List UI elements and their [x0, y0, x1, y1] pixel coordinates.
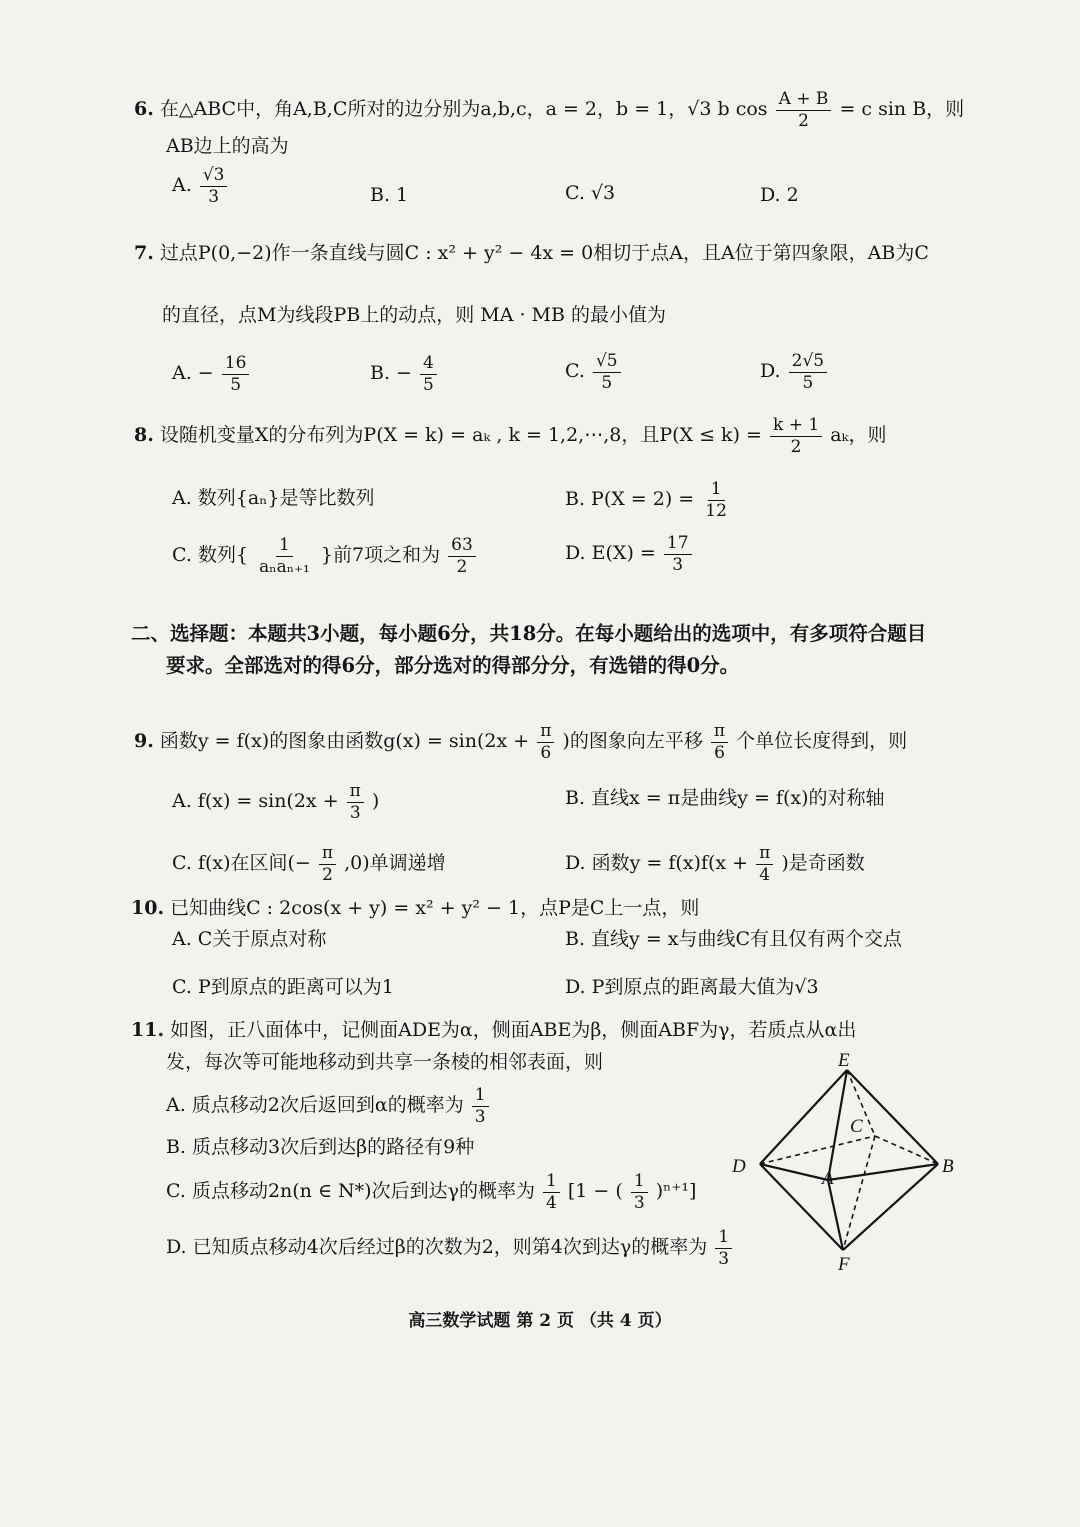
fraction-denominator: 2	[456, 556, 468, 577]
question-text: 过点P(0,−2)作一条直线与圆C : x² + y² − 4x = 0相切于点A，且A位于第四象限，AB为C	[159, 242, 929, 264]
option-text: ,0)单调递增	[344, 852, 446, 875]
question-text: 个单位长度得到，则	[736, 730, 908, 753]
option-a	[172, 782, 379, 822]
fraction	[200, 166, 228, 206]
fraction-numerator: k + 1	[770, 416, 822, 437]
option-d	[565, 534, 694, 574]
option-d	[565, 844, 865, 884]
vertex-label-d: D	[732, 1156, 746, 1177]
option-b: B. 质点移动3次后到达β的路径有9种	[166, 1136, 475, 1158]
option-label: D. 已知质点移动4次后经过β的次数为2，则第4次到达γ的概率为	[166, 1236, 708, 1259]
fraction-denominator: 6	[540, 742, 552, 763]
fraction-denominator: 2	[798, 110, 809, 131]
fraction	[472, 1086, 489, 1126]
fraction-numerator: 1	[631, 1172, 648, 1193]
fraction-denominator: 2	[322, 864, 333, 885]
option-a	[166, 1086, 491, 1126]
question-number: 8.	[134, 424, 154, 447]
fraction	[319, 844, 336, 884]
fraction-denominator: 3	[672, 554, 684, 575]
option-a: A. C关于原点对称	[172, 928, 327, 950]
option-label: D. E(X) =	[565, 542, 656, 565]
option-a: A. 数列{aₙ}是等比数列	[172, 487, 375, 509]
fraction-denominator: 6	[714, 742, 725, 763]
fraction-denominator: 3	[718, 1248, 730, 1269]
fraction-numerator: 16	[222, 354, 250, 375]
question-6-line-2: AB边上的高为	[166, 135, 289, 157]
fraction	[347, 782, 364, 822]
edge-cb	[875, 1136, 938, 1164]
vertex-label-e: E	[838, 1050, 850, 1071]
question-text: 如图，正八面体中，记侧面ADE为α，侧面ABE为β，侧面ABF为γ，若质点从α出	[170, 1019, 857, 1041]
option-c: C. √3	[565, 182, 616, 204]
question-number: 10.	[131, 897, 165, 919]
fraction	[593, 352, 621, 392]
question-7-line-2: 的直径，点M为线段PB上的动点，则 MA · MB 的最小值为	[162, 304, 666, 326]
fraction-denominator: 5	[802, 372, 814, 393]
page-footer: 高三数学试题 第 2 页 （共 4 页）	[408, 1311, 672, 1331]
option-d: D. P到原点的距离最大值为√3	[565, 976, 819, 998]
option-label: A. 质点移动2次后返回到α的概率为	[166, 1094, 464, 1117]
edge-bf	[843, 1164, 938, 1250]
option-label: C. 质点移动2n(n ∈ N*)次后到达γ的概率为	[166, 1180, 535, 1203]
option-b	[565, 480, 732, 520]
option-label: C. f(x)在区间(−	[172, 852, 311, 875]
fraction-numerator: π	[347, 782, 364, 803]
question-text: = c sin B，则	[839, 98, 965, 121]
fraction	[631, 1172, 648, 1212]
fraction	[256, 536, 313, 576]
vertex-label-a: A	[822, 1168, 834, 1189]
option-b: B. 直线y = x与曲线C有且仅有两个交点	[565, 928, 903, 950]
fraction-numerator: π	[711, 722, 728, 743]
question-number: 6.	[134, 98, 154, 121]
option-label: B. P(X = 2) =	[565, 488, 695, 511]
option-label: A.	[172, 174, 192, 197]
fraction	[537, 722, 554, 762]
option-label: D.	[760, 360, 781, 383]
vertex-label-b: B	[942, 1156, 954, 1177]
option-text: )是奇函数	[781, 852, 865, 875]
fraction	[702, 480, 730, 520]
fraction-numerator: π	[537, 722, 554, 743]
fraction	[420, 354, 437, 394]
option-d	[760, 352, 829, 392]
question-text: 在△ABC中，角A,B,C所对的边分别为a,b,c，a = 2，b = 1，√3 b cos	[159, 98, 768, 121]
fraction-numerator: 17	[664, 534, 692, 555]
fraction-numerator: 4	[420, 354, 437, 375]
option-text: )ⁿ⁺¹]	[655, 1180, 697, 1203]
option-c	[565, 352, 623, 392]
question-9-line-1	[134, 722, 907, 762]
fraction-denominator: 4	[546, 1192, 557, 1213]
fraction-numerator: 2√5	[789, 352, 827, 373]
section-2-header: 二、选择题：本题共3小题，每小题6分，共18分。在每小题给出的选项中，有多项符合题目	[131, 622, 927, 645]
option-text: [1 − (	[567, 1180, 623, 1203]
fraction-denominator: 4	[759, 864, 771, 885]
fraction-denominator: 5	[423, 374, 434, 395]
fraction-numerator: A + B	[776, 90, 832, 111]
question-number: 11.	[131, 1019, 165, 1041]
question-text: aₖ，则	[830, 424, 887, 447]
question-10-line-1	[131, 899, 699, 918]
question-7-line-1	[134, 244, 929, 263]
fraction-denominator: 2	[790, 436, 802, 457]
option-c	[172, 844, 446, 884]
fraction-denominator: 3	[208, 186, 220, 207]
fraction-numerator: √5	[593, 352, 621, 373]
fraction-numerator: π	[756, 844, 773, 865]
fraction-numerator: π	[319, 844, 336, 865]
option-b: B. 1	[370, 184, 409, 206]
fraction	[770, 416, 822, 456]
option-label: D. 函数y = f(x)f(x +	[565, 852, 749, 875]
fraction-numerator: 1	[543, 1172, 560, 1193]
question-text: )的图象向左平移	[562, 730, 703, 753]
question-text: 函数y = f(x)的图象由函数g(x) = sin(2x +	[159, 730, 530, 753]
edge-cf	[843, 1136, 875, 1250]
fraction	[543, 1172, 560, 1212]
fraction-denominator: 12	[705, 500, 727, 521]
question-11-line-1	[131, 1021, 856, 1040]
fraction-denominator: 3	[474, 1106, 486, 1127]
fraction	[789, 352, 827, 392]
fraction-denominator: 5	[230, 374, 242, 395]
option-text: }前7项之和为	[320, 544, 441, 567]
question-number: 9.	[134, 730, 154, 753]
question-text: 已知曲线C : 2cos(x + y) = x² + y² − 1，点P是C上一点，则	[170, 897, 700, 919]
option-c	[166, 1172, 696, 1212]
option-d: D. 2	[760, 184, 799, 206]
fraction-numerator: 1	[708, 480, 725, 501]
option-c: C. P到原点的距离可以为1	[172, 976, 394, 998]
fraction-numerator: 63	[448, 536, 476, 557]
question-8-line-1	[134, 416, 886, 456]
edge-da	[760, 1164, 828, 1180]
question-number: 7.	[134, 242, 154, 264]
edge-dc	[760, 1136, 875, 1164]
option-label: B. −	[370, 362, 412, 385]
fraction-numerator: √3	[200, 166, 228, 187]
fraction	[776, 90, 832, 130]
option-label: C. 数列{	[172, 544, 249, 567]
vertex-label-f: F	[838, 1254, 850, 1275]
fraction-numerator: 1	[472, 1086, 489, 1107]
option-d	[166, 1228, 734, 1268]
fraction	[448, 536, 476, 576]
option-text: )	[371, 790, 380, 813]
octahedron-figure	[720, 1048, 970, 1278]
vertex-label-c: C	[850, 1116, 863, 1137]
option-a	[172, 354, 251, 394]
fraction-denominator: 3	[349, 802, 361, 823]
option-b	[370, 354, 439, 394]
fraction	[756, 844, 773, 884]
question-text: 设随机变量X的分布列为P(X = k) = aₖ , k = 1,2,⋯,8，且P(X ≤ k) =	[159, 424, 762, 447]
fraction-numerator: 1	[715, 1228, 732, 1249]
edge-af	[828, 1180, 843, 1250]
option-c	[172, 536, 478, 576]
option-label: A. −	[172, 362, 214, 385]
option-b: B. 直线x = π是曲线y = f(x)的对称轴	[565, 787, 885, 809]
question-6-line-1	[134, 90, 964, 130]
section-2-header-cont: 要求。全部选对的得6分，部分选对的得部分分，有选错的得0分。	[166, 654, 740, 677]
fraction-numerator: 1	[276, 536, 293, 557]
fraction	[222, 354, 250, 394]
option-label: C.	[565, 360, 585, 383]
question-11-line-2: 发，每次等可能地移动到共享一条棱的相邻表面，则	[166, 1051, 604, 1073]
option-a	[172, 166, 229, 206]
fraction-denominator: 5	[601, 372, 613, 393]
fraction	[711, 722, 728, 762]
fraction-denominator: 3	[633, 1192, 645, 1213]
option-label: A. f(x) = sin(2x +	[172, 790, 339, 813]
fraction-denominator: aₙaₙ₊₁	[259, 556, 310, 577]
fraction	[664, 534, 692, 574]
